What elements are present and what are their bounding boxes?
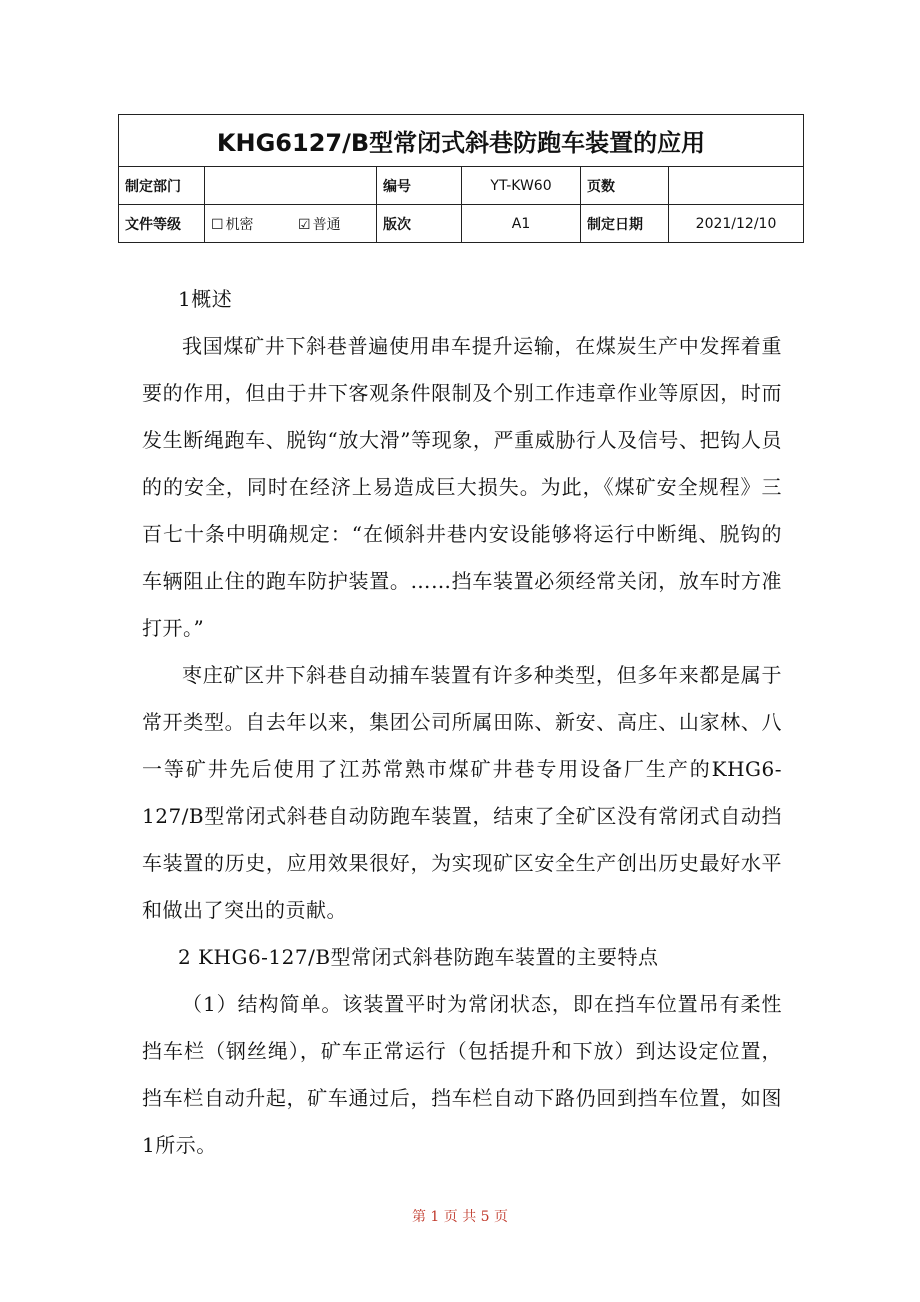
pages-value [669,167,804,205]
page-footer: 第 1 页 共 5 页 [411,1209,509,1225]
date-value: 2021/12/10 [669,205,804,243]
dept-label: 制定部门 [119,167,205,205]
document-header-table [118,114,804,243]
body-paragraph: 我国煤矿井下斜巷普遍使用串车提升运输，在煤炭生产中发挥着重要的作用，但由于井下客观条件限制及个别工作违章作业等原因，时而发生断绳跑车、脱钩“放大滑”等现象，严重威胁行人及信号、把钩人员的的安全，同时在经济上易造成巨大损失。为此，《煤矿安全规程》三百七十条中明确规定：“在倾斜井巷内安设能够将运行中断绳、脱钩的车辆阻止住的跑车防护装置。……挡车装置必须经常关闭，放车时方准打开。” [142,334,782,640]
checked-box-icon: ☑ [298,216,311,233]
document-body [142,276,782,1169]
level-label: 文件等级 [119,205,205,243]
unchecked-box-icon: ☐ [211,216,224,233]
version-label: 版次 [377,205,462,243]
dept-value [205,167,377,205]
code-label: 编号 [377,167,462,205]
level-option-label: 普通 [312,216,341,233]
level-option-normal[interactable] [298,214,341,234]
section-heading-1: 1概述 [178,287,233,311]
date-label: 制定日期 [581,205,669,243]
level-option-confidential[interactable] [211,214,254,234]
section-heading-2: 2 KHG6-127/B型常闭式斜巷防跑车装置的主要特点 [178,945,659,969]
version-value: A1 [462,205,581,243]
level-options [205,205,377,243]
pages-label: 页数 [581,167,669,205]
level-option-label: 机密 [225,216,254,233]
code-value: YT-KW60 [462,167,581,205]
document-title: KHG6127/B型常闭式斜巷防跑车装置的应用 [119,115,804,167]
body-paragraph: 枣庄矿区井下斜巷自动捕车装置有许多种类型，但多年来都是属于常开类型。自去年以来，集团公司所属田陈、新安、高庄、山家林、八一等矿井先后使用了江苏常熟市煤矿井巷专用设备厂生产的KHG6-127/B型常闭式斜巷自动防跑车装置，结束了全矿区没有常闭式自动挡车装置的历史，应用效果很好，为实现矿区安全生产创出历史最好水平和做出了突出的贡献。 [142,663,782,922]
body-paragraph: （1）结构简单。该装置平时为常闭状态，即在挡车位置吊有柔性挡车栏（钢丝绳），矿车正常运行（包括提升和下放）到达设定位置，挡车栏自动升起，矿车通过后，挡车栏自动下路仍回到挡车位置，如图1所示。 [142,992,782,1157]
